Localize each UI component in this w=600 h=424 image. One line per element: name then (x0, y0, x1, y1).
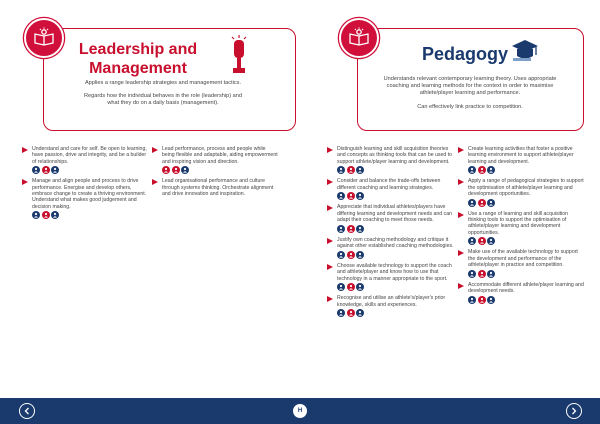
desc-paragraph-1: Understands relevant contemporary learning theory. Uses appropriate coaching and learning methods for the context in order to maximise athlete/player learning and performance. (383, 76, 557, 97)
person-icon (337, 309, 345, 317)
bullet-text: Choose available technology to support the coach and athlete/player and know how to use that technology in a manner appropriate to the sport. (337, 262, 452, 282)
bullet-text: Make use of the available technology to support the development and performance of the athlete/player in practice and competition. (468, 249, 578, 269)
audience-icons (468, 296, 584, 304)
person-icon (356, 192, 364, 200)
person-icon (347, 309, 355, 317)
triangle-bullet-icon (458, 212, 464, 218)
footer-bar (0, 398, 600, 424)
person-icon (356, 225, 364, 233)
person-icon (356, 309, 364, 317)
pedagogy-column-1 (327, 146, 455, 321)
person-icon (487, 237, 495, 245)
audience-icons (337, 166, 455, 174)
person-icon (347, 251, 355, 259)
desc-paragraph-1: Applies a range leadership strategies and management tactics. (84, 80, 242, 86)
book-lightbulb-icon (347, 26, 371, 50)
person-icon (468, 166, 476, 174)
person-icon (487, 296, 495, 304)
person-icon (478, 296, 486, 304)
title-line-1: Leadership and (78, 41, 198, 58)
triangle-bullet-icon (458, 147, 464, 153)
bullet-text: Manage and align people and process to drive performance. Energise and develop others, embrace change to create a thriving environment. Understand what makes good judgement and decision making. (32, 178, 147, 210)
person-icon (478, 270, 486, 278)
triangle-bullet-icon (327, 179, 333, 185)
bullet-text: Understand and care for self. Be open to learning, have passion, drive and integrity, and be a builder of relationships. (32, 146, 147, 165)
triangle-bullet-icon (327, 296, 333, 302)
bullet-item (458, 211, 584, 246)
person-icon (478, 166, 486, 174)
bullet-item (458, 146, 584, 174)
triangle-bullet-icon (458, 250, 464, 256)
person-icon (337, 251, 345, 259)
bullet-text: Lead performance, process and people while being flexible and adaptable, aiding empowerment and inspiring vision and direction. (162, 146, 278, 165)
bullet-text: Justify own coaching methodology and critique it against other established coaching methodologies. (337, 236, 454, 250)
audience-icons (337, 251, 455, 259)
title-line-2: Management (89, 60, 187, 77)
bullet-item (327, 263, 455, 291)
person-icon (337, 225, 345, 233)
desc-paragraph-2: Can effectively link practice to competition. (417, 103, 523, 110)
person-icon (478, 237, 486, 245)
pedagogy-description (380, 76, 560, 117)
bullet-item (327, 204, 455, 232)
person-icon (337, 283, 345, 291)
bullet-text: Appreciate that individual athletes/players have differing learning and development needs and can adapt their coaching to meet those needs. (337, 204, 452, 224)
triangle-bullet-icon (327, 205, 333, 211)
person-icon (487, 270, 495, 278)
bullet-text: Accommodate different athlete/player learning and development needs. (468, 281, 584, 295)
bullet-item (327, 146, 455, 174)
person-icon (356, 283, 364, 291)
pedagogy-column-2 (458, 146, 584, 308)
audience-icons (337, 225, 455, 233)
bullet-text: Lead organisational performance and culture through systems thinking. Orchestrate alignment and drive innovation and inspiration. (162, 178, 274, 197)
bullet-item (327, 178, 455, 200)
person-icon (347, 192, 355, 200)
graduation-cap-icon (511, 38, 539, 64)
person-icon (337, 192, 345, 200)
person-icon (478, 199, 486, 207)
bullet-item (327, 295, 455, 317)
desc-paragraph-2: Regards how the individual behaves in the role (leadership) and what they do on a daily basis (management). (84, 93, 242, 107)
bullet-text: Consider and balance the trade-offs between different coaching and learning strategies. (337, 178, 441, 191)
bullet-text: Use a range of learning and skill acquisition thinking tools to support the optimisation of athlete/player learning and development opportunities. (468, 210, 569, 236)
audience-icons (468, 270, 584, 278)
bullet-text: Distinguish learning and skill acquisition theories and concepts as thinking tools that can be used to support athlete/player learning and development. (337, 146, 453, 165)
audience-icons (337, 309, 455, 317)
person-icon (468, 199, 476, 207)
bullet-text: Recognise and utilise an athlete's/player's prior knowledge, skills and experiences. (337, 295, 446, 308)
home-button[interactable]: H (293, 404, 307, 418)
chevron-left-icon (23, 407, 31, 415)
audience-icons (337, 283, 455, 291)
bullet-text: Create learning activities that foster a positive learning environment to support athlete/player learning and development. (468, 146, 574, 165)
person-icon (487, 166, 495, 174)
person-icon (468, 237, 476, 245)
person-icon (356, 251, 364, 259)
previous-page-button[interactable] (19, 403, 35, 419)
person-icon (337, 166, 345, 174)
person-icon (347, 283, 355, 291)
next-page-button[interactable] (566, 403, 582, 419)
bullet-item (458, 282, 584, 304)
person-icon (356, 166, 364, 174)
pedagogy-title: Pedagogy (421, 44, 509, 64)
person-icon (347, 166, 355, 174)
person-icon (468, 270, 476, 278)
chevron-right-icon (570, 407, 578, 415)
bullet-item (327, 237, 455, 259)
pedagogy-badge (339, 18, 379, 58)
bullet-item (458, 249, 584, 277)
audience-icons (468, 237, 584, 245)
bullet-item (458, 178, 584, 206)
bullet-text: Apply a range of pedagogical strategies to support the optimisation of athlete/player learning and development opportunities. (468, 178, 584, 197)
triangle-bullet-icon (327, 238, 333, 244)
triangle-bullet-icon (327, 147, 333, 153)
person-icon (347, 225, 355, 233)
audience-icons (468, 166, 584, 174)
triangle-bullet-icon (327, 264, 333, 270)
triangle-bullet-icon (458, 283, 464, 289)
triangle-bullet-icon (458, 179, 464, 185)
audience-icons (468, 199, 584, 207)
audience-icons (337, 192, 455, 200)
person-icon (468, 296, 476, 304)
person-icon (487, 199, 495, 207)
